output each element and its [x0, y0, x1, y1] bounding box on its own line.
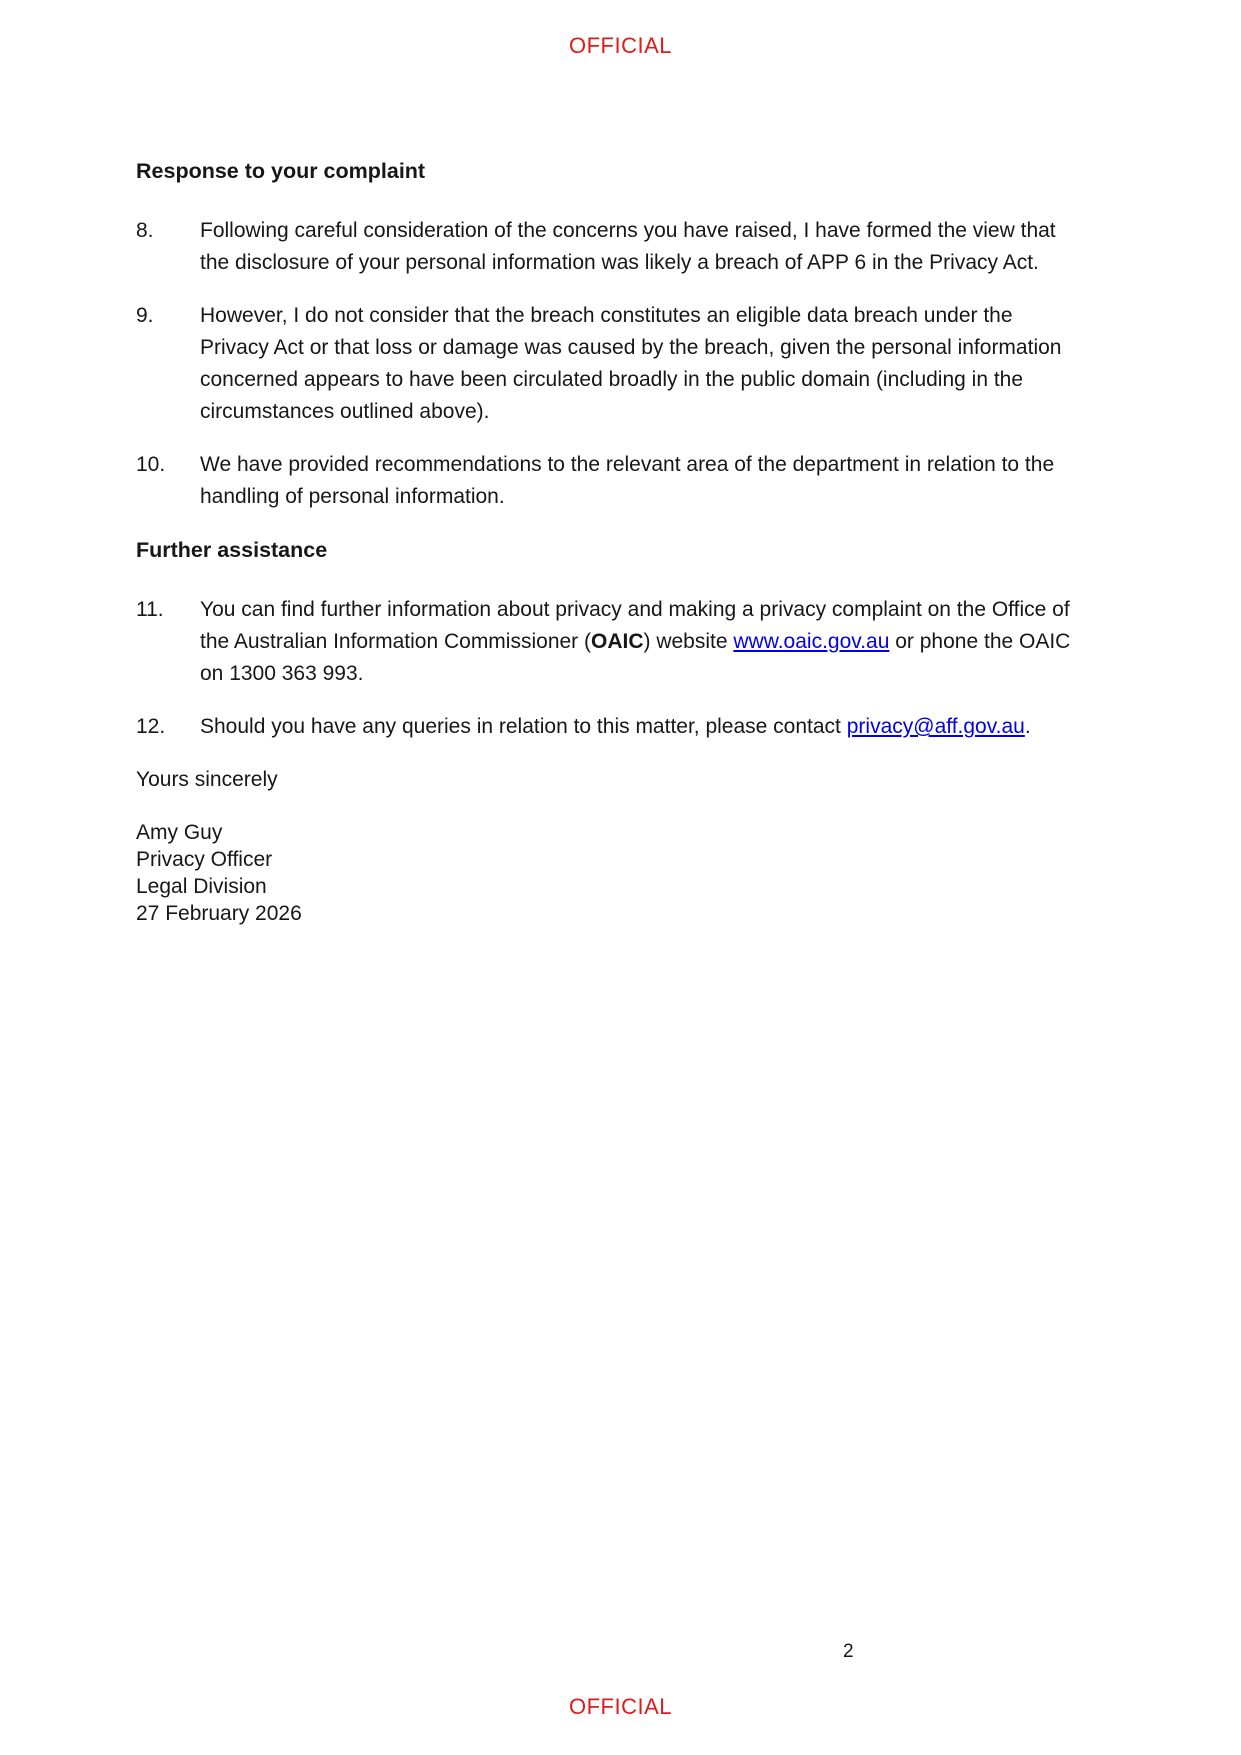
paragraph-text [200, 300, 1084, 428]
paragraph-number: 12. [136, 715, 166, 738]
signature-block [136, 819, 1084, 927]
oaic-website-link[interactable]: www.oaic.gov.au [733, 630, 890, 653]
numbered-paragraph [136, 300, 1084, 428]
numbered-paragraph [136, 449, 1084, 513]
text-run: ) website [643, 630, 734, 653]
signatory-division: Legal Division [136, 875, 267, 898]
paragraph-number: 9. [136, 304, 154, 327]
signatory-title: Privacy Officer [136, 848, 273, 871]
text-run: Should you have any queries in relation to this matter, please contact [200, 715, 847, 738]
signatory-name: Amy Guy [136, 821, 223, 844]
numbered-paragraph [136, 594, 1084, 690]
letter-date: 27 February 2026 [136, 902, 302, 925]
page-number: 2 [843, 1641, 854, 1662]
paragraph-number: 10. [136, 453, 166, 476]
classification-header: OFFICIAL [568, 33, 672, 58]
paragraph-text [200, 711, 1084, 743]
paragraph-text [200, 594, 1084, 690]
bold-text-run: OAIC [591, 630, 644, 653]
text-run: . [1024, 715, 1031, 738]
text-run: However, I do not consider that the breach constitutes an eligible data breach under the Privacy Act or that loss or damage was caused by the breach, given the personal information concerned appears to have been circulated broadly in the public domain (including in the circumstances outlined above). [200, 304, 1062, 423]
heading-response-to-your-complaint: Response to your complaint [136, 159, 426, 183]
text-run: or phone the OAIC on 1300 363 993. [200, 630, 1071, 685]
paragraph-text [200, 449, 1084, 513]
heading-further-assistance: Further assistance [136, 538, 328, 562]
paragraph-number: 8. [136, 219, 154, 242]
text-run: Following careful consideration of the concerns you have raised, I have formed the view that the disclosure of your personal information was likely a breach of APP 6 in the Privacy Act. [200, 219, 1056, 274]
paragraph-number: 11. [136, 598, 164, 621]
text-run: You can find further information about privacy and making a privacy complaint on the Office of the Australian Information Commissioner ( [200, 598, 1070, 653]
paragraph-text [200, 215, 1084, 279]
text-run: We have provided recommendations to the relevant area of the department in relation to the handling of personal information. [200, 453, 1055, 508]
numbered-paragraph [136, 711, 1084, 743]
classification-footer: OFFICIAL [568, 1694, 672, 1719]
numbered-paragraph [136, 215, 1084, 279]
closing-salutation: Yours sincerely [136, 768, 278, 791]
letter-content [136, 155, 1084, 927]
privacy-email-link[interactable]: privacy@aff.gov.au [846, 715, 1025, 738]
